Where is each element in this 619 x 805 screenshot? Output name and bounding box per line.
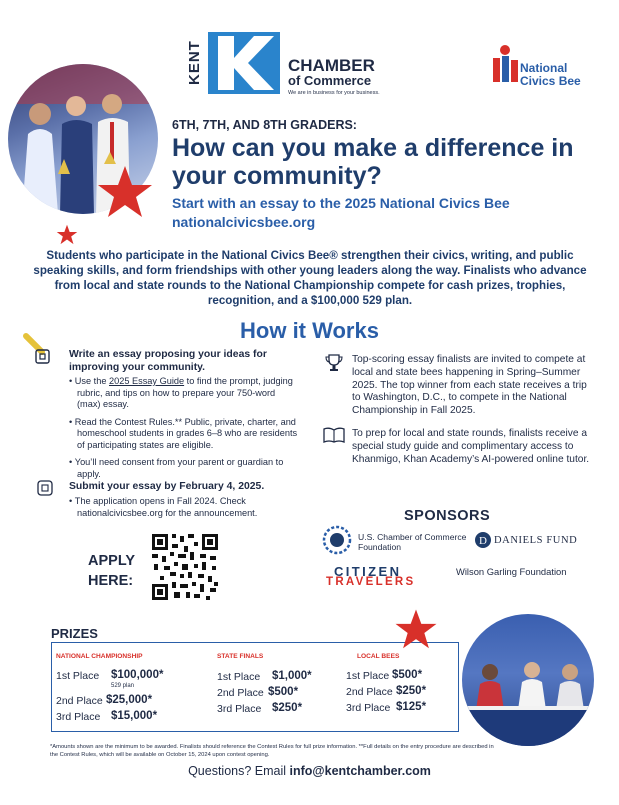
headline: How can you make a difference in your community?: [172, 134, 574, 190]
competition-photo: [462, 614, 594, 746]
svg-text:D: D: [479, 535, 487, 547]
apply-line1: APPLY: [88, 553, 136, 569]
chamber-tagline: We are in business for your business.: [288, 90, 380, 96]
apply-line2: HERE:: [88, 573, 134, 589]
step1-bullet-rules: • Read the Contest Rules.** Public, private, charter, and homeschool students in grades 6–8 who are residents of participating states are eligible.: [69, 416, 298, 450]
apply-here-label: [88, 551, 135, 591]
wilson-garling-text: Wilson Garling Foundation: [456, 566, 567, 577]
checkbox-icon: [37, 480, 53, 496]
national-2nd-place: 2nd Place: [56, 695, 103, 707]
pencil-icon: [22, 332, 52, 366]
daniels-fund-text: DANIELS FUND: [494, 535, 578, 546]
national-2nd-amount: $25,000*: [106, 694, 153, 706]
bullet3-text: You’ll need consent from your parent or guardian to apply.: [74, 457, 284, 479]
chamber-wordmark: CHAMBER: [288, 56, 375, 75]
state-3rd-place: 3rd Place: [217, 703, 262, 715]
bullet1-post: to find the prompt, judging rubric, and tips on how to prepare your 750-word (max) essay.: [77, 376, 293, 409]
intro-paragraph: Students who participate in the National Civics Bee® strengthen their civics, writing, and public speaking skills, and form friendships with other young leaders along the way. Finalists who advance from local and state rounds to the National Championship compete for cash prizes, trophies, recognition, and a $100,000 529 plan.: [33, 249, 587, 307]
civics-bee-line1: National: [520, 61, 568, 75]
local-3rd-place: 3rd Place: [346, 702, 391, 714]
civics-bee-logo-icon: [490, 44, 520, 84]
competition-illustration: [462, 614, 594, 746]
qr-code[interactable]: [150, 532, 220, 602]
local-1st-amount: $500*: [392, 669, 423, 681]
travelers-text: TRAVELERS: [326, 576, 416, 588]
star-icon: [394, 608, 438, 652]
citizen-text: CITIZEN: [334, 564, 402, 579]
us-chamber-foundation-logo: [322, 525, 352, 555]
contact-email-link[interactable]: info@kentchamber.com: [289, 764, 431, 778]
step1-bullets: [69, 376, 299, 480]
civics-bee-line2: Civics Bee: [520, 74, 581, 88]
how-it-works-title: How it Works: [240, 318, 379, 343]
kent-k-logo: [208, 32, 280, 94]
contact-prefix: Questions? Email: [188, 764, 290, 778]
subhead-essay: Start with an essay to the 2025 National Civics Bee: [172, 195, 510, 211]
prize-footnote: *Amounts shown are the minimum to be awarded. Finalists should reference the Contest Rules for full prize information. **Full details on the entry procedure are described in the Contest Rules, which will be available on October 15, 2024 upon contest opening.: [50, 744, 494, 758]
grades-label: 6TH, 7TH, AND 8TH GRADERS:: [172, 118, 357, 132]
us-chamber-foundation-text: [358, 532, 466, 552]
national-3rd-amount: $15,000*: [111, 710, 158, 722]
study-guide-paragraph: To prep for local and state rounds, finalists receive a special study guide and complimentary access to Khanmigo, Khan Academy’s AI-powered online tutor.: [352, 428, 590, 465]
national-1st-place: 1st Place: [56, 670, 100, 682]
step2-bullet-text: The application opens in Fall 2024. Check nationalcivicsbee.org for the announcement.: [74, 496, 258, 518]
state-3rd-amount: $250*: [272, 702, 303, 714]
local-1st-place: 1st Place: [346, 670, 390, 682]
state-1st-amount: $1,000*: [272, 670, 312, 682]
star-icon: [56, 224, 78, 246]
essay-guide-link[interactable]: 2025 Essay Guide: [109, 376, 185, 386]
local-3rd-amount: $125*: [396, 701, 427, 713]
of-commerce-wordmark: of Commerce: [288, 73, 372, 88]
star-icon: [96, 164, 154, 222]
step2-title: Submit your essay by February 4, 2025.: [69, 481, 265, 492]
uscc-line1: U.S. Chamber of Commerce: [358, 532, 467, 542]
local-heading: LOCAL BEES: [357, 653, 400, 660]
prizes-title: PRIZES: [51, 626, 98, 641]
national-heading: NATIONAL CHAMPIONSHIP: [56, 653, 143, 660]
kent-wordmark: KENT: [186, 40, 203, 86]
subhead-url[interactable]: nationalcivicsbee.org: [172, 214, 316, 230]
book-icon: [323, 426, 345, 444]
uscc-line2: Foundation: [358, 542, 402, 552]
local-2nd-place: 2nd Place: [346, 686, 393, 698]
local-2nd-amount: $250*: [396, 685, 427, 697]
national-3rd-place: 3rd Place: [56, 711, 101, 723]
state-2nd-amount: $500*: [268, 686, 299, 698]
step1-title: Write an essay proposing your ideas for improving your community.: [69, 349, 267, 373]
step1-bullet-guide: • Use the 2025 Essay Guide to find the prompt, judging rubric, and tips on how to prepare your 750-word (max) essay.: [69, 376, 293, 409]
contact-line: [0, 764, 619, 778]
sponsors-title: SPONSORS: [404, 508, 491, 524]
daniels-fund-logo: [474, 531, 492, 549]
state-1st-place: 1st Place: [217, 671, 261, 683]
bullet1-pre: Use the: [74, 376, 109, 386]
step2-bullet: • The application opens in Fall 2024. Check nationalcivicsbee.org for the announcement.: [69, 496, 258, 518]
state-2nd-place: 2nd Place: [217, 687, 264, 699]
bullet2-text: Read the Contest Rules.** Public, private, charter, and homeschool students in grades 6–8 who are residents of participating states are eligible.: [74, 416, 298, 450]
civics-bee-wordmark: [520, 62, 581, 88]
state-heading: STATE FINALS: [217, 653, 264, 660]
trophy-icon: [325, 353, 343, 373]
finalists-paragraph: Top-scoring essay finalists are invited to compete at local and state bees happening in Spring–Summer 2025. The top winner from each state receives a trip to Washington, D.C., to compete in the National Championship in Fall 2025.: [352, 354, 587, 417]
national-1st-amount: $100,000*: [111, 669, 164, 681]
national-529-note: 529 plan: [111, 683, 135, 689]
step1-bullet-consent: • You’ll need consent from your parent or guardian to apply.: [69, 457, 284, 479]
